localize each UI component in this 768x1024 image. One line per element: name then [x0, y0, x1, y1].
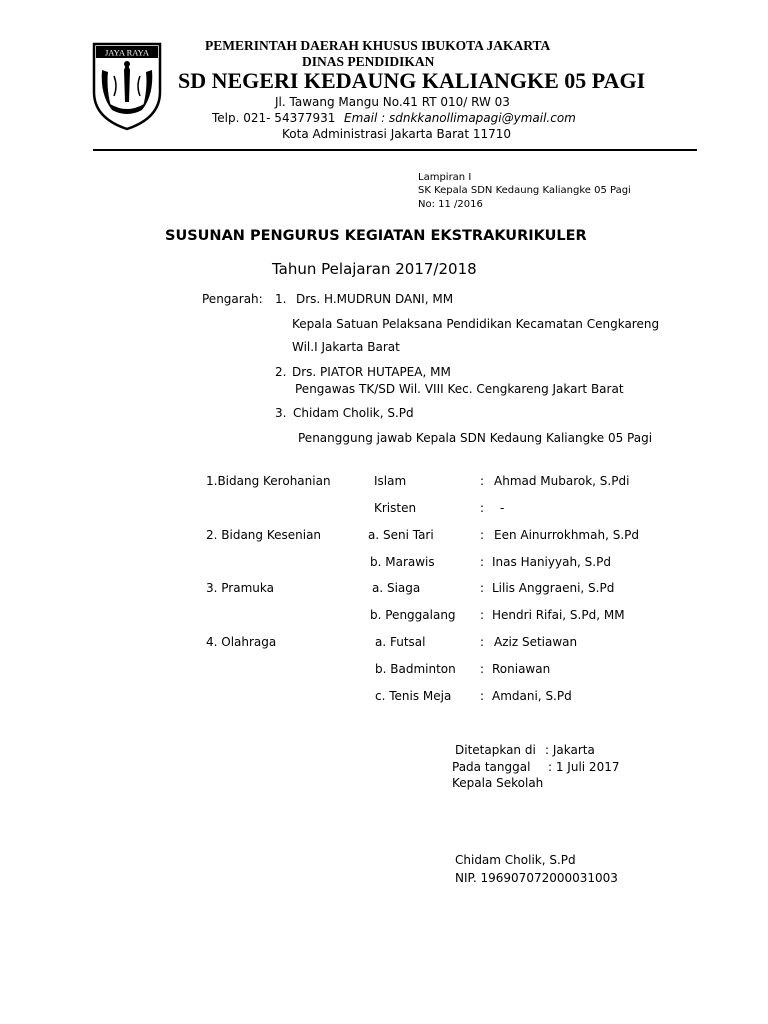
- row-subfield: Kristen: [374, 501, 417, 515]
- pengarah-3-num: 3.: [275, 406, 287, 420]
- signer-role: Kepala Sekolah: [452, 776, 544, 790]
- row-subfield: b. Marawis: [370, 555, 435, 569]
- pengarah-label: Pengarah:: [202, 292, 263, 306]
- row-field: 2. Bidang Kesenian: [206, 528, 322, 542]
- row-person: Hendri Rifai, S.Pd, MM: [492, 608, 625, 622]
- pengarah-1-num: 1.: [275, 292, 287, 306]
- row-colon: :: [480, 528, 485, 542]
- pengarah-3-name: Chidam Cholik, S.Pd: [293, 406, 414, 420]
- attachment-sk: SK Kepala SDN Kedaung Kaliangke 05 Pagi: [418, 185, 631, 196]
- row-subfield: Islam: [374, 474, 407, 488]
- school-phone: Telp. 021- 54377931: [212, 111, 336, 125]
- row-field: 3. Pramuka: [206, 581, 274, 595]
- pengarah-1-name: Drs. H.MUDRUN DANI, MM: [296, 292, 454, 306]
- row-colon: :: [480, 581, 485, 595]
- row-subfield: b. Badminton: [375, 662, 456, 676]
- place-label: Ditetapkan di: [455, 743, 536, 757]
- row-person: Amdani, S.Pd: [492, 689, 572, 703]
- jakarta-emblem-logo: [90, 40, 164, 132]
- row-subfield: c. Tenis Meja: [375, 689, 452, 703]
- pengarah-2-desc: Pengawas TK/SD Wil. VIII Kec. Cengkareng Jakart Barat: [295, 382, 624, 396]
- row-person: Roniawan: [492, 662, 551, 676]
- row-person: -: [500, 501, 505, 515]
- government-line: PEMERINTAH DAERAH KHUSUS IBUKOTA JAKARTA: [205, 38, 551, 53]
- school-name: SD NEGERI KEDAUNG KALIANGKE 05 PAGI: [178, 68, 646, 93]
- row-field: 1.Bidang Kerohanian: [206, 474, 331, 488]
- row-subfield: a. Siaga: [372, 581, 421, 595]
- attachment-label: Lampiran I: [418, 172, 472, 183]
- place-value: : Jakarta: [545, 743, 595, 757]
- row-colon: :: [480, 501, 485, 515]
- attachment-number: No: 11 /2016: [418, 199, 483, 210]
- row-colon: :: [480, 555, 485, 569]
- pengarah-1-desc: Kepala Satuan Pelaksana Pendidikan Kecamatan Cengkareng: [292, 317, 660, 331]
- row-colon: :: [480, 689, 485, 703]
- row-colon: :: [480, 635, 485, 649]
- school-city: Kota Administrasi Jakarta Barat 11710: [282, 127, 512, 141]
- department-line: DINAS PENDIDIKAN: [302, 54, 435, 69]
- row-subfield: a. Futsal: [375, 635, 426, 649]
- row-colon: :: [480, 474, 485, 488]
- document-subtitle: Tahun Pelajaran 2017/2018: [272, 260, 477, 278]
- row-person: Een Ainurrokhmah, S.Pd: [494, 528, 639, 542]
- signer-name: Chidam Cholik, S.Pd: [455, 853, 576, 867]
- document-title: SUSUNAN PENGURUS KEGIATAN EKSTRAKURIKULER: [165, 228, 587, 244]
- pengarah-3-desc: Penanggung jawab Kepala SDN Kedaung Kaliangke 05 Pagi: [298, 431, 653, 445]
- pengarah-1-desc-2: Wil.I Jakarta Barat: [292, 340, 400, 354]
- pengarah-2-name: Drs. PIATOR HUTAPEA, MM: [292, 365, 451, 379]
- school-email: Email : sdnkkanollimapagi@ymail.com: [344, 111, 576, 125]
- row-colon: :: [480, 608, 485, 622]
- pengarah-2-num: 2.: [275, 365, 287, 379]
- signer-nip: NIP. 196907072000031003: [455, 871, 618, 885]
- row-person: Ahmad Mubarok, S.Pdi: [494, 474, 630, 488]
- row-subfield: b. Penggalang: [370, 608, 456, 622]
- row-field: 4. Olahraga: [206, 635, 277, 649]
- row-person: Lilis Anggraeni, S.Pd: [492, 581, 615, 595]
- letterhead-divider: [93, 149, 697, 151]
- school-address: Jl. Tawang Mangu No.41 RT 010/ RW 03: [275, 95, 510, 109]
- row-person: Aziz Setiawan: [494, 635, 578, 649]
- row-colon: :: [480, 662, 485, 676]
- logo-text: JAYA RAYA: [104, 47, 150, 58]
- date-label: Pada tanggal: [452, 760, 531, 774]
- row-person: Inas Haniyyah, S.Pd: [492, 555, 611, 569]
- date-value: : 1 Juli 2017: [548, 760, 620, 774]
- row-subfield: a. Seni Tari: [368, 528, 434, 542]
